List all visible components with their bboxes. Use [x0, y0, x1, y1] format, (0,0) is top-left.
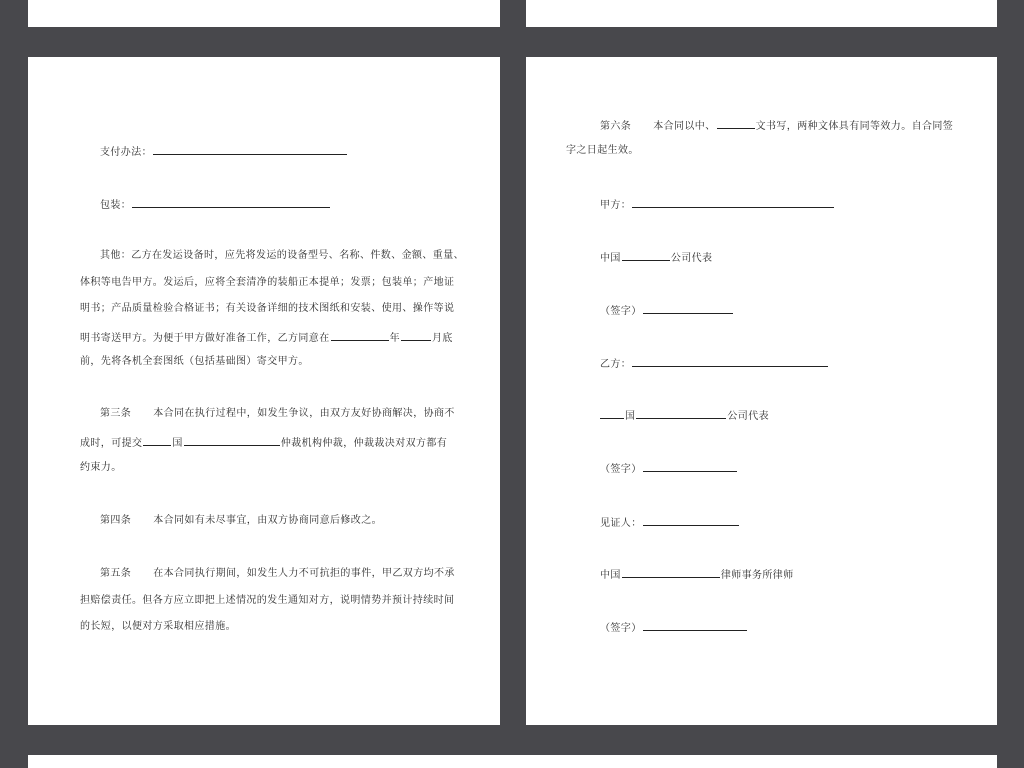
packing-line: [100, 197, 331, 212]
country-label: 国: [625, 411, 636, 422]
country-name-blank: [600, 408, 624, 419]
payment-method-label: 支付办法：: [100, 147, 152, 158]
article-3-line-1: [100, 408, 455, 420]
article-6-text-1a: 本合同以中、: [653, 121, 716, 132]
language-blank: [717, 118, 755, 129]
law-firm-suffix: 律师事务所律师: [720, 570, 794, 581]
signature-1-label: （签字）: [600, 306, 642, 317]
signature-2-blank: [643, 461, 737, 472]
article-6-text-1b: 文书写，两种文体具有同等效力。自合同签: [755, 121, 954, 132]
china-prefix: 中国: [600, 253, 621, 264]
article-6-number: 第六条: [600, 121, 632, 132]
packing-blank: [132, 197, 330, 208]
page-top-right: [526, 0, 997, 27]
article-5-text-1: 在本合同执行期间，如发生人力不可抗拒的事件，甲乙双方均不承: [153, 568, 455, 579]
law-firm-blank: [622, 567, 720, 578]
country-blank: [143, 435, 171, 446]
article-3-text-2c: 仲裁机构仲裁，仲裁裁决对双方都有: [280, 438, 448, 449]
contract-page-right: [526, 57, 997, 725]
witness-line: [600, 515, 740, 530]
country-company-rep-label: 公司代表: [727, 411, 770, 422]
party-b-blank: [632, 356, 828, 367]
china-company-blank: [622, 250, 670, 261]
signature-3-line: [600, 620, 748, 635]
other-line-2: 体积等电告甲方。发运后，应将全套清净的装船正本提单；发票；包装单；产地证: [80, 277, 455, 288]
packing-label: 包装：: [100, 200, 132, 211]
witness-blank: [643, 515, 739, 526]
payment-method-line: [100, 144, 348, 159]
party-b-label: 乙方：: [600, 359, 632, 370]
signature-2-line: [600, 461, 738, 476]
article-3-text-2a: 成时，可提交: [80, 438, 143, 449]
article-6-line-1: [600, 118, 953, 133]
article-5-line-3: 的长短，以便对方采取相应措施。: [80, 621, 236, 632]
signature-3-blank: [643, 620, 747, 631]
law-firm-line: [600, 567, 794, 582]
other-line-4a: 明书寄送甲方。为便于甲方做好准备工作，乙方同意在: [80, 333, 330, 344]
law-firm-prefix: 中国: [600, 570, 621, 581]
country-company-line: [600, 408, 769, 423]
party-b-line: [600, 356, 829, 371]
month-blank: [401, 330, 431, 341]
signature-3-label: （签字）: [600, 623, 642, 634]
signature-1-line: [600, 303, 734, 318]
month-end-label: 月底: [432, 333, 453, 344]
article-3-country: 国: [172, 438, 183, 449]
payment-method-blank: [153, 144, 347, 155]
china-company-line: [600, 250, 712, 265]
other-line-4: [80, 330, 453, 345]
page-bottom: [28, 755, 997, 768]
contract-page-left: [28, 57, 500, 725]
country-company-blank: [636, 408, 726, 419]
article-3-line-2: [80, 435, 447, 450]
year-blank: [331, 330, 389, 341]
article-3-text-1: 本合同在执行过程中，如发生争议，由双方友好协商解决，协商不: [153, 408, 455, 419]
other-line-1: 其他：乙方在发运设备时，应先将发运的设备型号、名称、件数、金额、重量、: [100, 250, 464, 261]
party-a-line: [600, 197, 835, 212]
signature-1-blank: [643, 303, 733, 314]
other-line-5: 前，先将各机全套图纸（包括基础图）寄交甲方。: [80, 356, 309, 367]
article-6-line-2: 字之日起生效。: [566, 145, 639, 156]
party-a-label: 甲方：: [600, 200, 632, 211]
article-5-line-2: 担赔偿责任。但各方应立即把上述情况的发生通知对方，说明情势并预计持续时间: [80, 595, 455, 606]
company-rep-label: 公司代表: [670, 253, 713, 264]
article-4-line: [100, 515, 382, 527]
year-label: 年: [389, 333, 401, 344]
article-5-line-1: [100, 568, 455, 580]
arbitration-body-blank: [184, 435, 280, 446]
article-4-text: 本合同如有未尽事宜，由双方协商同意后修改之。: [153, 515, 383, 526]
party-a-blank: [632, 197, 834, 208]
article-3-number: 第三条: [100, 408, 132, 419]
page-top-left: [28, 0, 500, 27]
article-3-line-3: 约束力。: [80, 462, 122, 473]
article-5-number: 第五条: [100, 568, 132, 579]
other-line-3: 明书；产品质量检验合格证书；有关设备详细的技术图纸和安装、使用、操作等说: [80, 303, 455, 314]
signature-2-label: （签字）: [600, 464, 642, 475]
article-4-number: 第四条: [100, 515, 132, 526]
witness-label: 见证人：: [600, 518, 642, 529]
